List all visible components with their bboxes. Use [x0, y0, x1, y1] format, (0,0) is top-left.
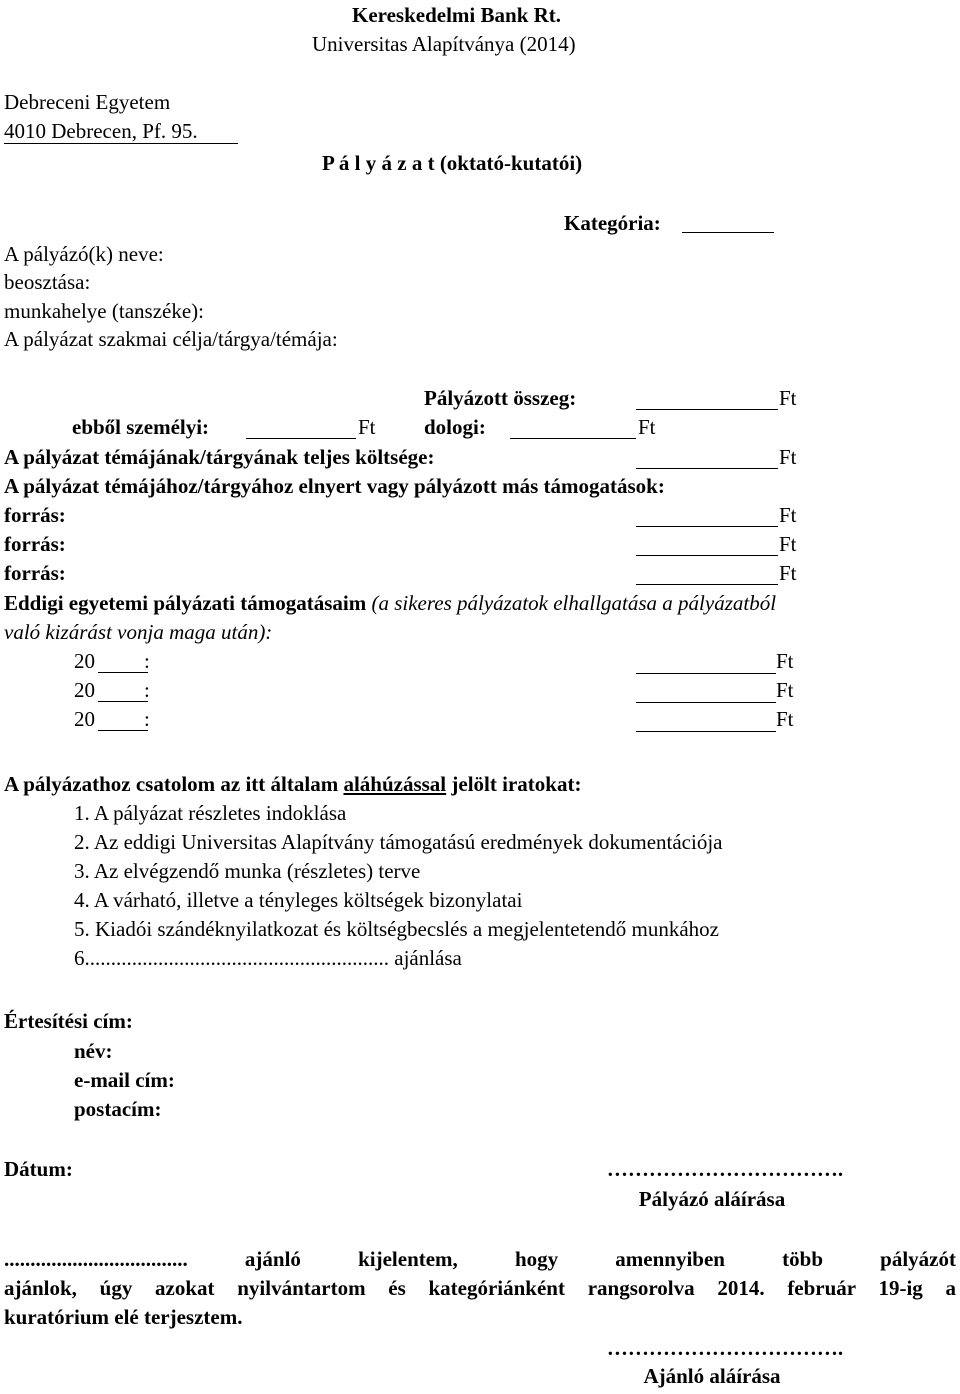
- previous-amount-line: [636, 731, 776, 732]
- attachments-intro: [4, 771, 581, 797]
- notification-email-label: e-mail cím:: [74, 1068, 175, 1092]
- address-underline: [4, 143, 238, 144]
- year-line: [98, 730, 148, 731]
- year-line: [98, 672, 148, 673]
- category-label: Kategória:: [564, 211, 661, 235]
- currency-ft: Ft: [779, 561, 797, 585]
- year-colon: :: [144, 678, 150, 702]
- attachments-intro-end: jelölt iratokat:: [451, 772, 582, 796]
- source-label: forrás:: [4, 532, 66, 556]
- previous-amount-line: [636, 673, 776, 674]
- currency-ft: Ft: [358, 415, 376, 439]
- total-cost-line: [636, 468, 778, 469]
- previous-grants-note: (a sikeres pályázatok elhallgatása a pályázatból: [371, 591, 777, 615]
- page-title: P á l y á z a t (oktató-kutatói): [322, 151, 583, 175]
- currency-ft: Ft: [776, 707, 794, 731]
- currency-ft: Ft: [638, 415, 656, 439]
- currency-ft: Ft: [776, 649, 794, 673]
- year-line: [98, 701, 148, 702]
- applicant-name-label: A pályázó(k) neve:: [4, 242, 164, 266]
- recommender-signature-label: Ajánló aláírása: [643, 1364, 781, 1388]
- notification-name-label: név:: [74, 1039, 113, 1063]
- applicant-signature-dots: …………………………….: [606, 1157, 844, 1181]
- notification-postal-label: postacím:: [74, 1097, 162, 1121]
- year-colon: :: [144, 649, 150, 673]
- source-line: [636, 526, 778, 527]
- personal-label: ebből személyi:: [72, 415, 210, 439]
- notification-label: Értesítési cím:: [4, 1009, 133, 1033]
- source-label: forrás:: [4, 503, 66, 527]
- bank-name: Kereskedelmi Bank Rt.: [352, 3, 562, 27]
- currency-ft: Ft: [779, 386, 797, 410]
- applicant-goal-label: A pályázat szakmai célja/tárgya/témája:: [4, 327, 338, 351]
- declaration-line: ................................... ajánló kijelentem, hogy amennyiben több pályázót: [4, 1247, 956, 1271]
- recommender-signature-dots: …………………………….: [606, 1336, 844, 1360]
- attachment-item: 3. Az elvégzendő munka (részletes) terve: [74, 859, 421, 883]
- category-line: [682, 232, 774, 233]
- currency-ft: Ft: [779, 445, 797, 469]
- date-label: Dátum:: [4, 1157, 73, 1181]
- previous-grants-note-cont: való kizárást vonja maga után):: [4, 620, 273, 644]
- declaration-line: kuratórium elé terjesztem.: [4, 1305, 243, 1329]
- year-prefix: 20: [74, 649, 95, 673]
- other-support-label: A pályázat témájához/tárgyához elnyert vagy pályázott más támogatások:: [4, 474, 665, 498]
- source-line: [636, 555, 778, 556]
- attachment-item: 2. Az eddigi Universitas Alapítvány támogatású eredmények dokumentációja: [74, 830, 723, 854]
- currency-ft: Ft: [776, 678, 794, 702]
- declaration-line: ajánlok, úgy azokat nyilvántartom és kategóriánként rangsorolva 2014. február 19-ig a: [4, 1276, 956, 1300]
- personal-line: [246, 438, 356, 439]
- university-address: 4010 Debrecen, Pf. 95.: [4, 119, 198, 143]
- foundation-name: Universitas Alapítványa (2014): [312, 32, 576, 56]
- year-colon: :: [144, 707, 150, 731]
- previous-grants-bold: Eddigi egyetemi pályázati támogatásaim: [4, 591, 367, 615]
- material-line: [510, 438, 636, 439]
- currency-ft: Ft: [779, 532, 797, 556]
- material-label: dologi:: [424, 415, 486, 439]
- source-line: [636, 584, 778, 585]
- requested-amount-line: [636, 409, 778, 410]
- previous-amount-line: [636, 702, 776, 703]
- attachment-item: 5. Kiadói szándéknyilatkozat és költségbecslés a megjelentetendő munkához: [74, 917, 719, 941]
- attachments-intro-underlined: aláhúzással: [343, 772, 447, 796]
- university-name: Debreceni Egyetem: [4, 90, 171, 114]
- attachment-item: 1. A pályázat részletes indoklása: [74, 801, 347, 825]
- year-prefix: 20: [74, 678, 95, 702]
- total-cost-label: A pályázat témájának/tárgyának teljes költsége:: [4, 445, 435, 469]
- previous-grants-label: [4, 590, 776, 616]
- applicant-signature-label: Pályázó aláírása: [638, 1187, 786, 1211]
- currency-ft: Ft: [779, 503, 797, 527]
- attachment-item: 6.......................................................... ajánlása: [74, 946, 462, 970]
- year-prefix: 20: [74, 707, 95, 731]
- source-label: forrás:: [4, 561, 66, 585]
- attachment-item: 4. A várható, illetve a tényleges költségek bizonylatai: [74, 888, 523, 912]
- applicant-workplace-label: munkahelye (tanszéke):: [4, 299, 204, 323]
- requested-amount-label: Pályázott összeg:: [424, 386, 577, 410]
- attachments-intro-start: A pályázathoz csatolom az itt általam: [4, 772, 339, 796]
- applicant-position-label: beosztása:: [4, 270, 91, 294]
